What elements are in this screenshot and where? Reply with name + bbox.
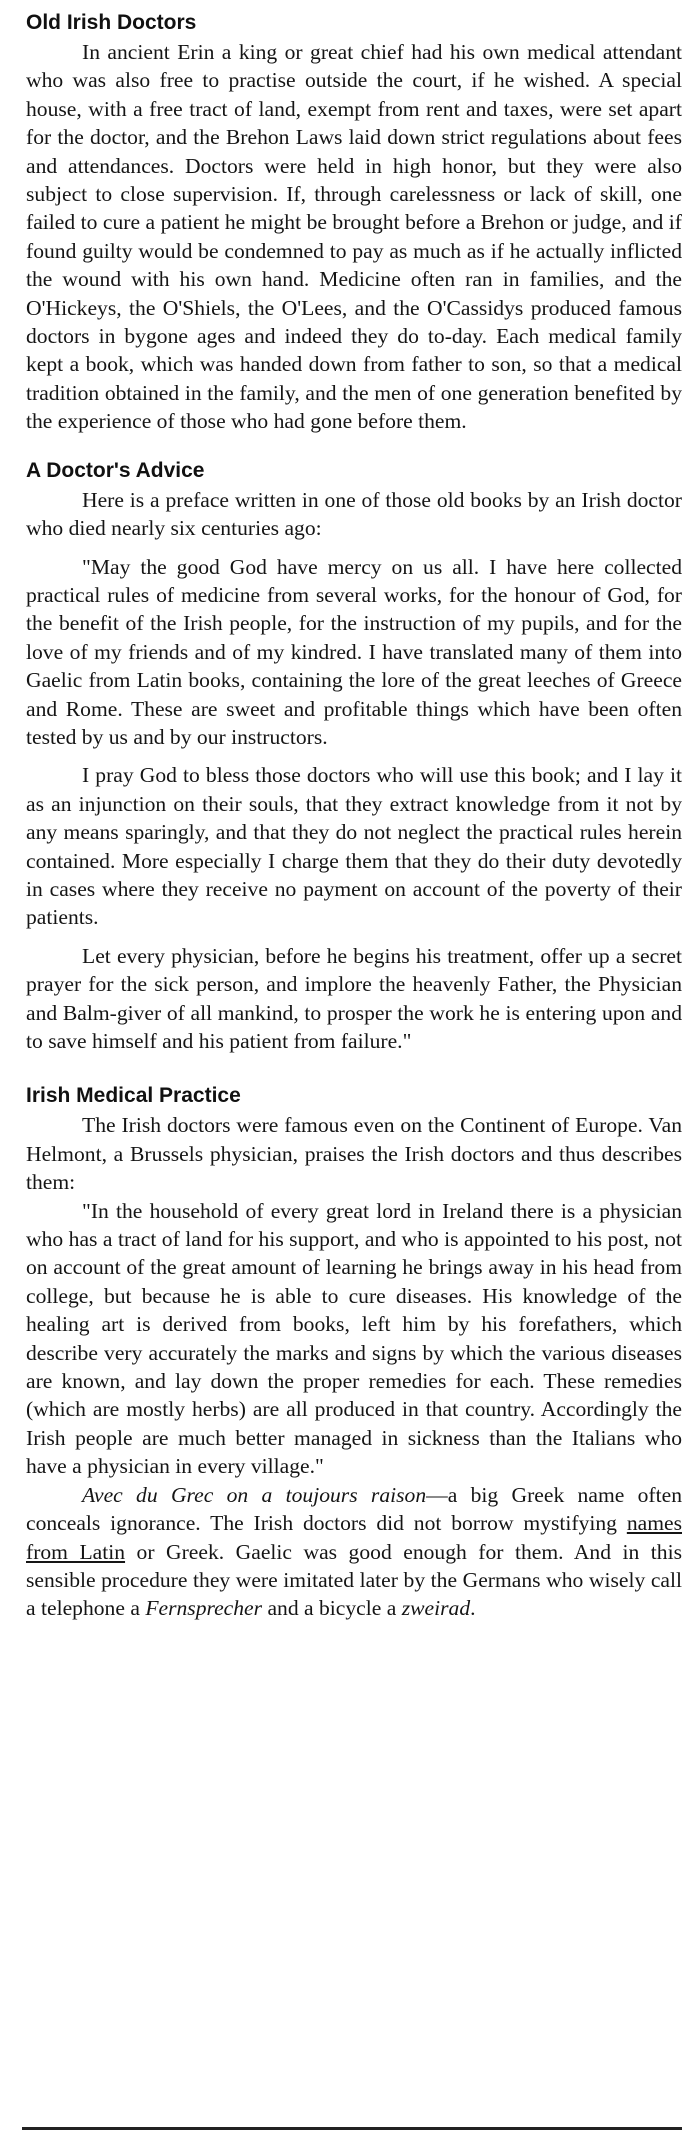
german-term-bicycle: zweirad — [401, 1596, 471, 1621]
paragraph: The Irish doctors were famous even on the Continent of Europe. Van Helmont, a Brussels physician, praises the Irish doctors and thus describes them: — [26, 1113, 682, 1195]
paragraph: I pray God to bless those doctors who will use this book; and I lay it as an injunction on their souls, that they extract knowledge from it not by any means sparingly, and that they do not neglect the practical rules herein contained. More especially I charge them that they do their duty devotedly in cases where they receive no payment on account of the poverty of their patients. — [26, 763, 682, 930]
paragraph: "In the household of every great lord in Ireland there is a physician who has a tract of land for his support, and who is appointed to his post, not on account of the great amount of learning he brings away in his head from college, but because he is able to cure diseases. His knowledge of the healing art is derived from books, left him by his forefathers, which describe very accurately the marks and signs by which the various diseases are known, and lay down the proper remedies for each. These remedies (which are mostly herbs) are all produced in that country. Accordingly the Irish people are much better managed in sickness than the Italians who have a physician in every village." — [26, 1198, 682, 1479]
paragraph: Let every physician, before he begins his treatment, offer up a secret prayer for the sick person, and implore the heavenly Father, the Physician and Balm-giver of all mankind, to prosper the work he is entering upon and to save himself and his patient from failure." — [26, 943, 682, 1053]
paragraph: In ancient Erin a king or great chief had his own medical attendant who was also free to practise outside the court, if he wished. A special house, with a free tract of land, exempt from rent and taxes, were set apart for the doctor, and the Brehon Laws laid down strict regulations about fees and attendances. Doctors were held in high honor, but they were also subject to close supervision. If, through carelessness or lack of skill, one failed to cure a patient he might be brought before a Brehon or judge, and if found guilty would be condemned to pay as much as if he actually inflicted the wound with his own hand. Medicine often ran in families, and the O'Hickeys, the O'Shiels, the O'Lees, and the O'Cassidys produced famous doctors in bygone ages and indeed they do to-day. Each medical family kept a book, which was handed down from father to son, so that a medical tradition obtained in the family, and the men of one generation benefited by the experience of those who had gone before them. — [26, 40, 682, 434]
closing-text: —a big Greek name often conceals ignorance. The Irish doctors did not borrow mystifying — [26, 1482, 682, 1536]
paragraph: Here is a preface written in one of those old books by an Irish doctor who died nearly six centuries ago: — [26, 487, 682, 541]
section-a-doctors-advice — [26, 458, 682, 1056]
closing-text: and a bicycle a — [262, 1596, 402, 1621]
section-heading: Irish Medical Practice — [26, 1084, 241, 1108]
closing-paragraph — [26, 1481, 682, 1623]
german-term-telephone: Fernsprecher — [145, 1596, 263, 1621]
section-irish-medical-practice — [26, 1083, 682, 1622]
section-old-irish-doctors — [26, 10, 682, 436]
underlined-phrase: names from Latin — [26, 1511, 682, 1564]
french-proverb: Avec du Grec on a toujours raison — [82, 1482, 427, 1507]
section-heading: Old Irish Doctors — [26, 11, 197, 34]
closing-text: or Greek. Gaelic was good enough for them. And in this sensible procedure they were imitated later by the Germans who wisely call a telephone a — [26, 1539, 682, 1621]
section-heading: A Doctor's Advice — [26, 458, 205, 482]
page-bottom-rule — [22, 2127, 682, 2130]
closing-text: . — [470, 1596, 476, 1621]
paragraph: "May the good God have mercy on us all. I have here collected practical rules of medicine from several works, for the honour of God, for the benefit of the Irish people, for the instruction of my pupils, and for the love of my friends and of my kindred. I have translated many of them into Gaelic from Latin books, containing the lore of the great leeches of Greece and Rome. These are sweet and profitable things which have been often tested by us and by our instructors. — [26, 554, 682, 749]
